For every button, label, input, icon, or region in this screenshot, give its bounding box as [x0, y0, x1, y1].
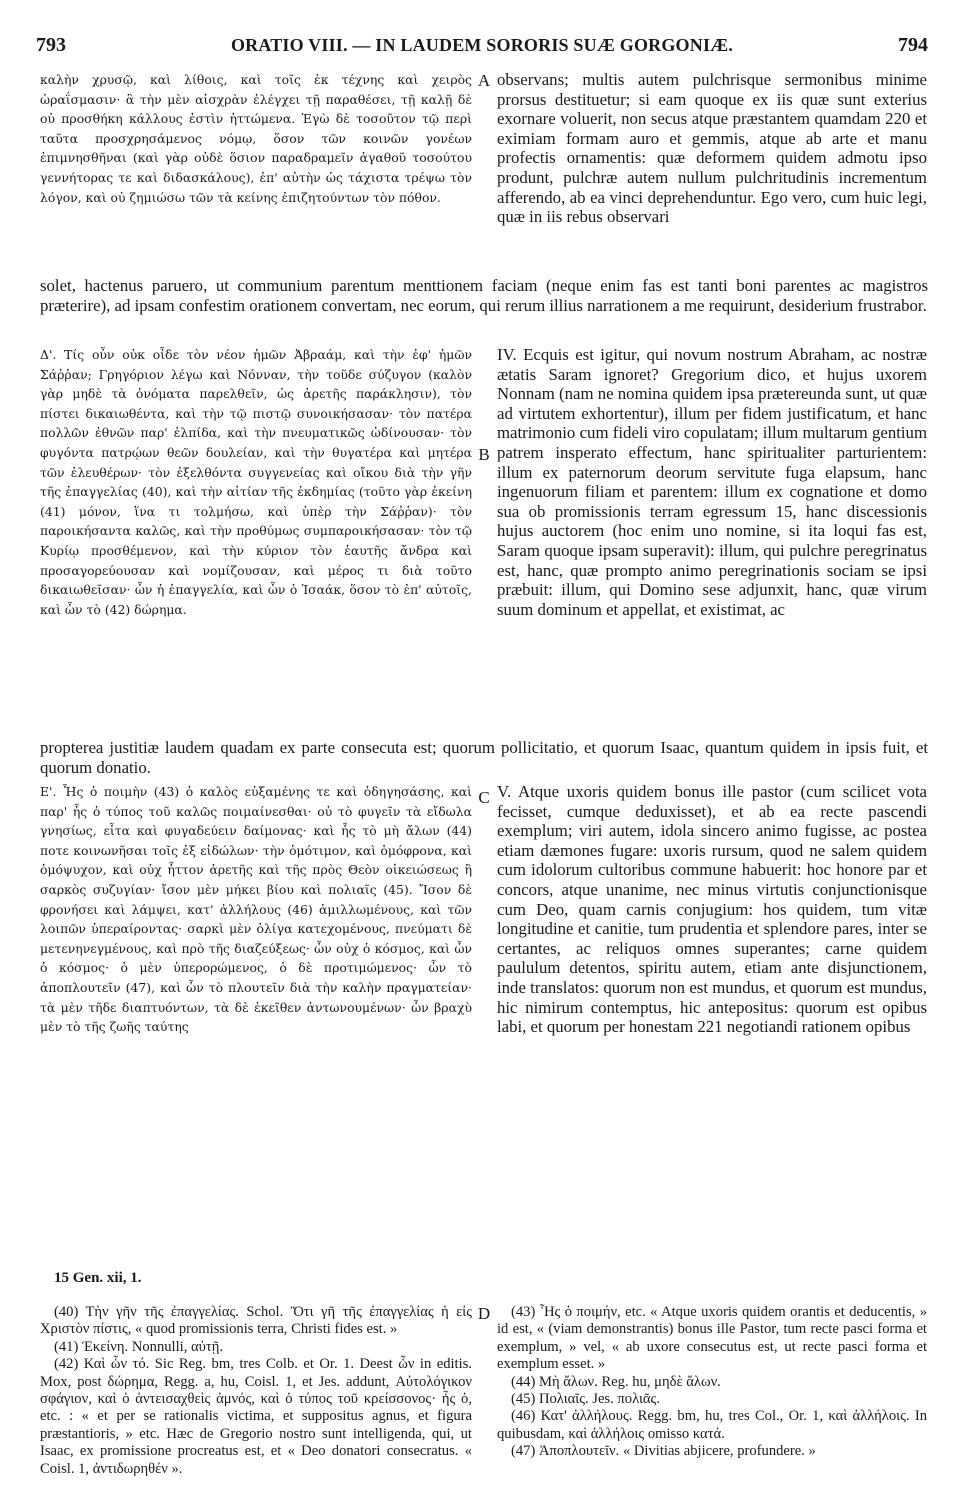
- greek-text-block-1: καλὴν χρυσῷ, καὶ λίθοις, καὶ τοῖς ἐκ τέχνης καὶ χειρὸς ὡραΐσμασιν· ἃ τὴν μὲν αἰσχρὰν ἐλέγχει τῇ παραθέσει, τῇ καλῇ δὲ οὐ προσθήκη κάλλους ἐστὶν ἡττώμενα. Ἐγὼ δὲ τοσοῦτον τῷ περὶ ταῦτα προσχρησάμενος νόμῳ, ὅσον τῶν κοινῶν γονέων ἐπιμνησθῆναι (καὶ γὰρ οὐδὲ ὅσιον παραδραμεῖν ἀγαθοῦ τοσούτου γεννήτορας τε καὶ διδασκάλους), ἐπ' αὐτὴν ὡς τάχιστα τρέψω τὸν λόγον, καὶ οὐ ζημιώσω τῶν τὰ κείνης ἐπιζητούντων τὸν πόθον.: [40, 72, 472, 205]
- footnote-46: (46) Κατ' ἀλλήλους. Regg. bm, hu, tres Col., Or. 1, καὶ ἀλλήλοις. In quibusdam, καὶ ἀλλήλοις omisso κατά.: [497, 1408, 927, 1442]
- latin-text-block-1: observans; multis autem pulchrisque sermonibus minime prorsus destituetur; si eam quoque ex iis quæ sunt exterius exornare voluerit, non secus atque præstantem quamdam 220 et eximiam formam auro et gemmis, atque ab arte et manu profectis ornamentis: quæ deformem quidem admotu ipso produnt, pulchræ autem nullum pulchritudinis incrementum afferendo, ab ea vinci deprehenduntur. Ego vero, cum huic legi, quæ in iis rebus observari: [497, 70, 927, 227]
- footnote-44: (44) Μὴ ἄλων. Reg. hu, μηδὲ ἄλων.: [511, 1373, 721, 1390]
- margin-marker-d: D: [477, 1304, 491, 1323]
- footnotes-left: [40, 1304, 472, 1478]
- footnotes-right: [497, 1304, 927, 1461]
- running-header: [34, 34, 930, 60]
- footnote-41: (41) Ἐκείνη. Nonnulli, αὐτῇ.: [54, 1338, 224, 1355]
- footnote-45: (45) Πολιαῖς. Jes. πολιᾶς.: [511, 1391, 660, 1408]
- latin-full-width-1: solet, hactenus paruero, ut communium parentum menttionem faciam (neque enim fas est tanti boni parentes ac magistros præterire), ad ipsam confestim orationem convertam, nec eorum, qui rerum illius narrationem a me requirunt, desiderium frustrabor.: [40, 276, 928, 315]
- footnote-40: (40) Τὴν γῆν τῆς ἐπαγγελίας. Schol. Ὅτι γῆ τῆς ἐπαγγελίας ἡ εἰς Χριστὸν πίστις, « quod promissionis terra, Christi fides est. »: [40, 1304, 472, 1338]
- latin-text-block-3: V. Atque uxoris quidem bonus ille pastor (cum scilicet vota fecisset, cumque deduxisset), et ab ea recte pascendi exemplum; viri autem, idola sincero animo fugisse, ac postea etiam dæmones fugare: uxoris rursum, quod ne salem quidem cum idolorum cultoribus commune habuerit: hoc honore par et concors, atque unanime, nec minus virtutis conjunctionisque cum Deo, quam carnis conjugium: hos quidem, tum vitæ longitudine et canitie, tum prudentia et splendore pares, inter se certantes, ac reliquos omnes superantes; carne quidem paululum detentos, spiritu autem, etiam ante disjunctionem, inde translatos: quorum non est mundus, et quorum est mundus, hic nimirum contemptus, hic antepositus: quorum est opibus labi, et quorum per honestam 221 negotiandi rationem opibus: [497, 782, 927, 1037]
- scripture-reference: 15 Gen. xii, 1.: [54, 1270, 142, 1286]
- footnote-43: (43) Ἧς ὁ ποιμήν, etc. « Atque uxoris quidem orantis et deducentis, » id est, « (viam demonstrantis) bonus ille Pastor, tum recte pasci forma et exemplum, » vel, « ab uxore consecutus est, ut recte pasci forma et exemplum esset. »: [497, 1304, 927, 1373]
- margin-marker-b: B: [478, 445, 490, 464]
- greek-text-block-3: Ε'. Ἧς ὁ ποιμὴν (43) ὁ καλὸς εὐξαμένης τε καὶ ὁδηγησάσης, καὶ παρ' ἧς ὁ τύπος τοῦ καλῶς ποιμαίνεσθαι· οὐ τὸ φυγεῖν τὰ εἴδωλα γνησίως, εἶτα καὶ φυγαδεύειν δαίμονας· καὶ ἧς τὸ μὴ ἄλων (44) ποτε κοινωνῆσαι τοῖς ἐξ εἰδώλων· τὴν ὁμότιμον, καὶ ὁμόφρονα, καὶ ὁμόψυχον, καὶ οὐχ ἧττον ἀρετῆς καὶ τῆς πρὸς Θεὸν οἰκειώσεως ἢ σαρκὸς συζυγίαν· ἴσον μὲν μήκει βίου καὶ πολιαῖς (45). Ἴσον δὲ φρονήσει καὶ λάμψει, κατ' ἀλλήλους (46) ἁμιλλωμένους, καὶ τῶν λοιπῶν ὑπεραίροντας· σαρκὶ μὲν ὀλίγα κατεχομένους, πνεύματι δὲ μετενηνεγμένους, καὶ πρὸ τῆς διαζεύξεως· ὧν οὐχ ὁ κόσμος, καὶ ὧν ὁ κόσμος· ὁ μὲν ὑπερορώμενος, ὁ δὲ προτιμώμενος· ὧν τὸ ἀποπλουτεῖν (47), καὶ ὧν τὸ πλουτεῖν διὰ τὴν καλὴν πραγματείαν· τὰ μὲν τῆδε διαπτυόντων, τὰ δὲ ἐκεῖθεν ἀντωνουμένων· ὧν βραχὺ μὲν τὸ τῆς ζωῆς ταύτης: [40, 784, 472, 1035]
- latin-full-width-2: propterea justitiæ laudem quadam ex parte consecuta est; quorum pollicitatio, et quorum Isaac, quantum quidem in ipsis fuit, et quorum donatio.: [40, 738, 928, 777]
- page-number-right: 794: [898, 34, 928, 56]
- running-title: ORATIO VIII. — IN LAUDEM SORORIS SUÆ GORGONIÆ.: [230, 35, 734, 55]
- margin-marker-a: A: [477, 71, 491, 90]
- footnote-42: (42) Καὶ ὧν τό. Sic Reg. bm, tres Colb. et Or. 1. Deest ὧν in editis. Mox, post δώρημα, Regg. a, hu, Coisl. 1, et Jes. addunt, Αὐτολόγικον σφάγιον, καὶ ὁ ἀντεισαχθεὶς ἀμνός, καὶ ὁ τύπος τοῦ κρείσσονος· ἧς ὁ, etc. : « et per se rationalis victima, et suppositus agnus, et figura præstantioris, » etc. Hæc de Gregorio nostro sunt intelligenda, qui, ut Isaac, ex promissione procreatus est, et « Deo donatori consecratus. « Coisl. 1, ἀντιδωρηθέν ».: [40, 1356, 472, 1477]
- latin-text-block-2: IV. Ecquis est igitur, qui novum nostrum Abraham, ac nostræ ætatis Saram ignoret? Gregorium dico, et hujus uxorem Nonnam (nam ne nomina quidem ipsa prætereunda sunt, ut quæ ad virtutem exhortentur), illum per fidem justificatum, et hanc matrimonio cum fideli viro copulatam; illum multarum gentium patrem insperato effectum, hanc spiritualiter parturientem: illum ex paternorum deorum servitute fuga elapsum, hanc ingenuorum filiam et parentem: illum ex cognatione et domo sua ob promissionis terram egressum 15, hanc discessionis hujus auctorem (hoc enim uno nomine, si ita loqui fas est, Saram quoque ipsam superavit): illum, qui pulchre peregrinatus est, hanc, quæ prompto animo peregrinationis sociam se ipsi præbuit: illum, qui Domino sese adjunxit, hanc, quæ virum suum dominum et appellat, et existimat, ac: [497, 345, 927, 619]
- footnote-47: (47) Ἀποπλουτεῖν. « Divitias abjicere, profundere. »: [511, 1443, 816, 1460]
- margin-marker-c: C: [478, 788, 490, 807]
- greek-text-block-2: Δ'. Τίς οὖν οὐκ οἶδε τὸν νέον ἡμῶν Ἀβραάμ, καὶ τὴν ἐφ' ἡμῶν Σάῤῥαν; Γρηγόριον λέγω καὶ Νόνναν, τὴν τοῦδε σύζυγον (καλὸν γὰρ μηδὲ τὰ ὀνόματα παρελθεῖν, ὡς ἀρετῆς παράκλησιν), τὸν πίστει δικαιωθέντα, καὶ τὴν τῷ πιστῷ συνοικήσασαν· τὸν πατέρα πολλῶν ἐθνῶν παρ' ἐλπίδα, καὶ τὴν πνευματικῶς ὠδίνουσαν· τὸν φυγόντα πατρῴων θεῶν δουλείαν, καὶ τὴν θυγατέρα καὶ μητέρα τῶν ἐλευθέρων· τὸν ἐξελθόντα συγγενείας καὶ οἴκου διὰ τὴν γῆν τῆς ἐπαγγελίας (40), καὶ τὴν αἰτίαν τῆς ἐκδημίας (τοῦτο γὰρ ἐκείνη (41) μόνον, ἵνα τι τολμήσω, καὶ ὑπὲρ τὴν Σάῤῥαν)· τὸν παροικήσαντα καλῶς, καὶ τὴν προθύμως συμπαροικήσασαν· τὸν τῷ Κυρίῳ προσθέμενον, καὶ τὴν κύριον τὸν ἑαυτῆς ἄνδρα καὶ προσαγορεύουσαν καὶ νομίζουσαν, καὶ μέρος τι διὰ τοῦτο δικαιωθεῖσαν· ὧν ἡ ἐπαγγελία, καὶ ὧν ὁ Ἰσαάκ, ὅσον τὸ ἐπ' αὐτοῖς, καὶ ὧν τὸ (42) δώρημα.: [40, 347, 472, 617]
- page-number-left: 793: [36, 34, 66, 56]
